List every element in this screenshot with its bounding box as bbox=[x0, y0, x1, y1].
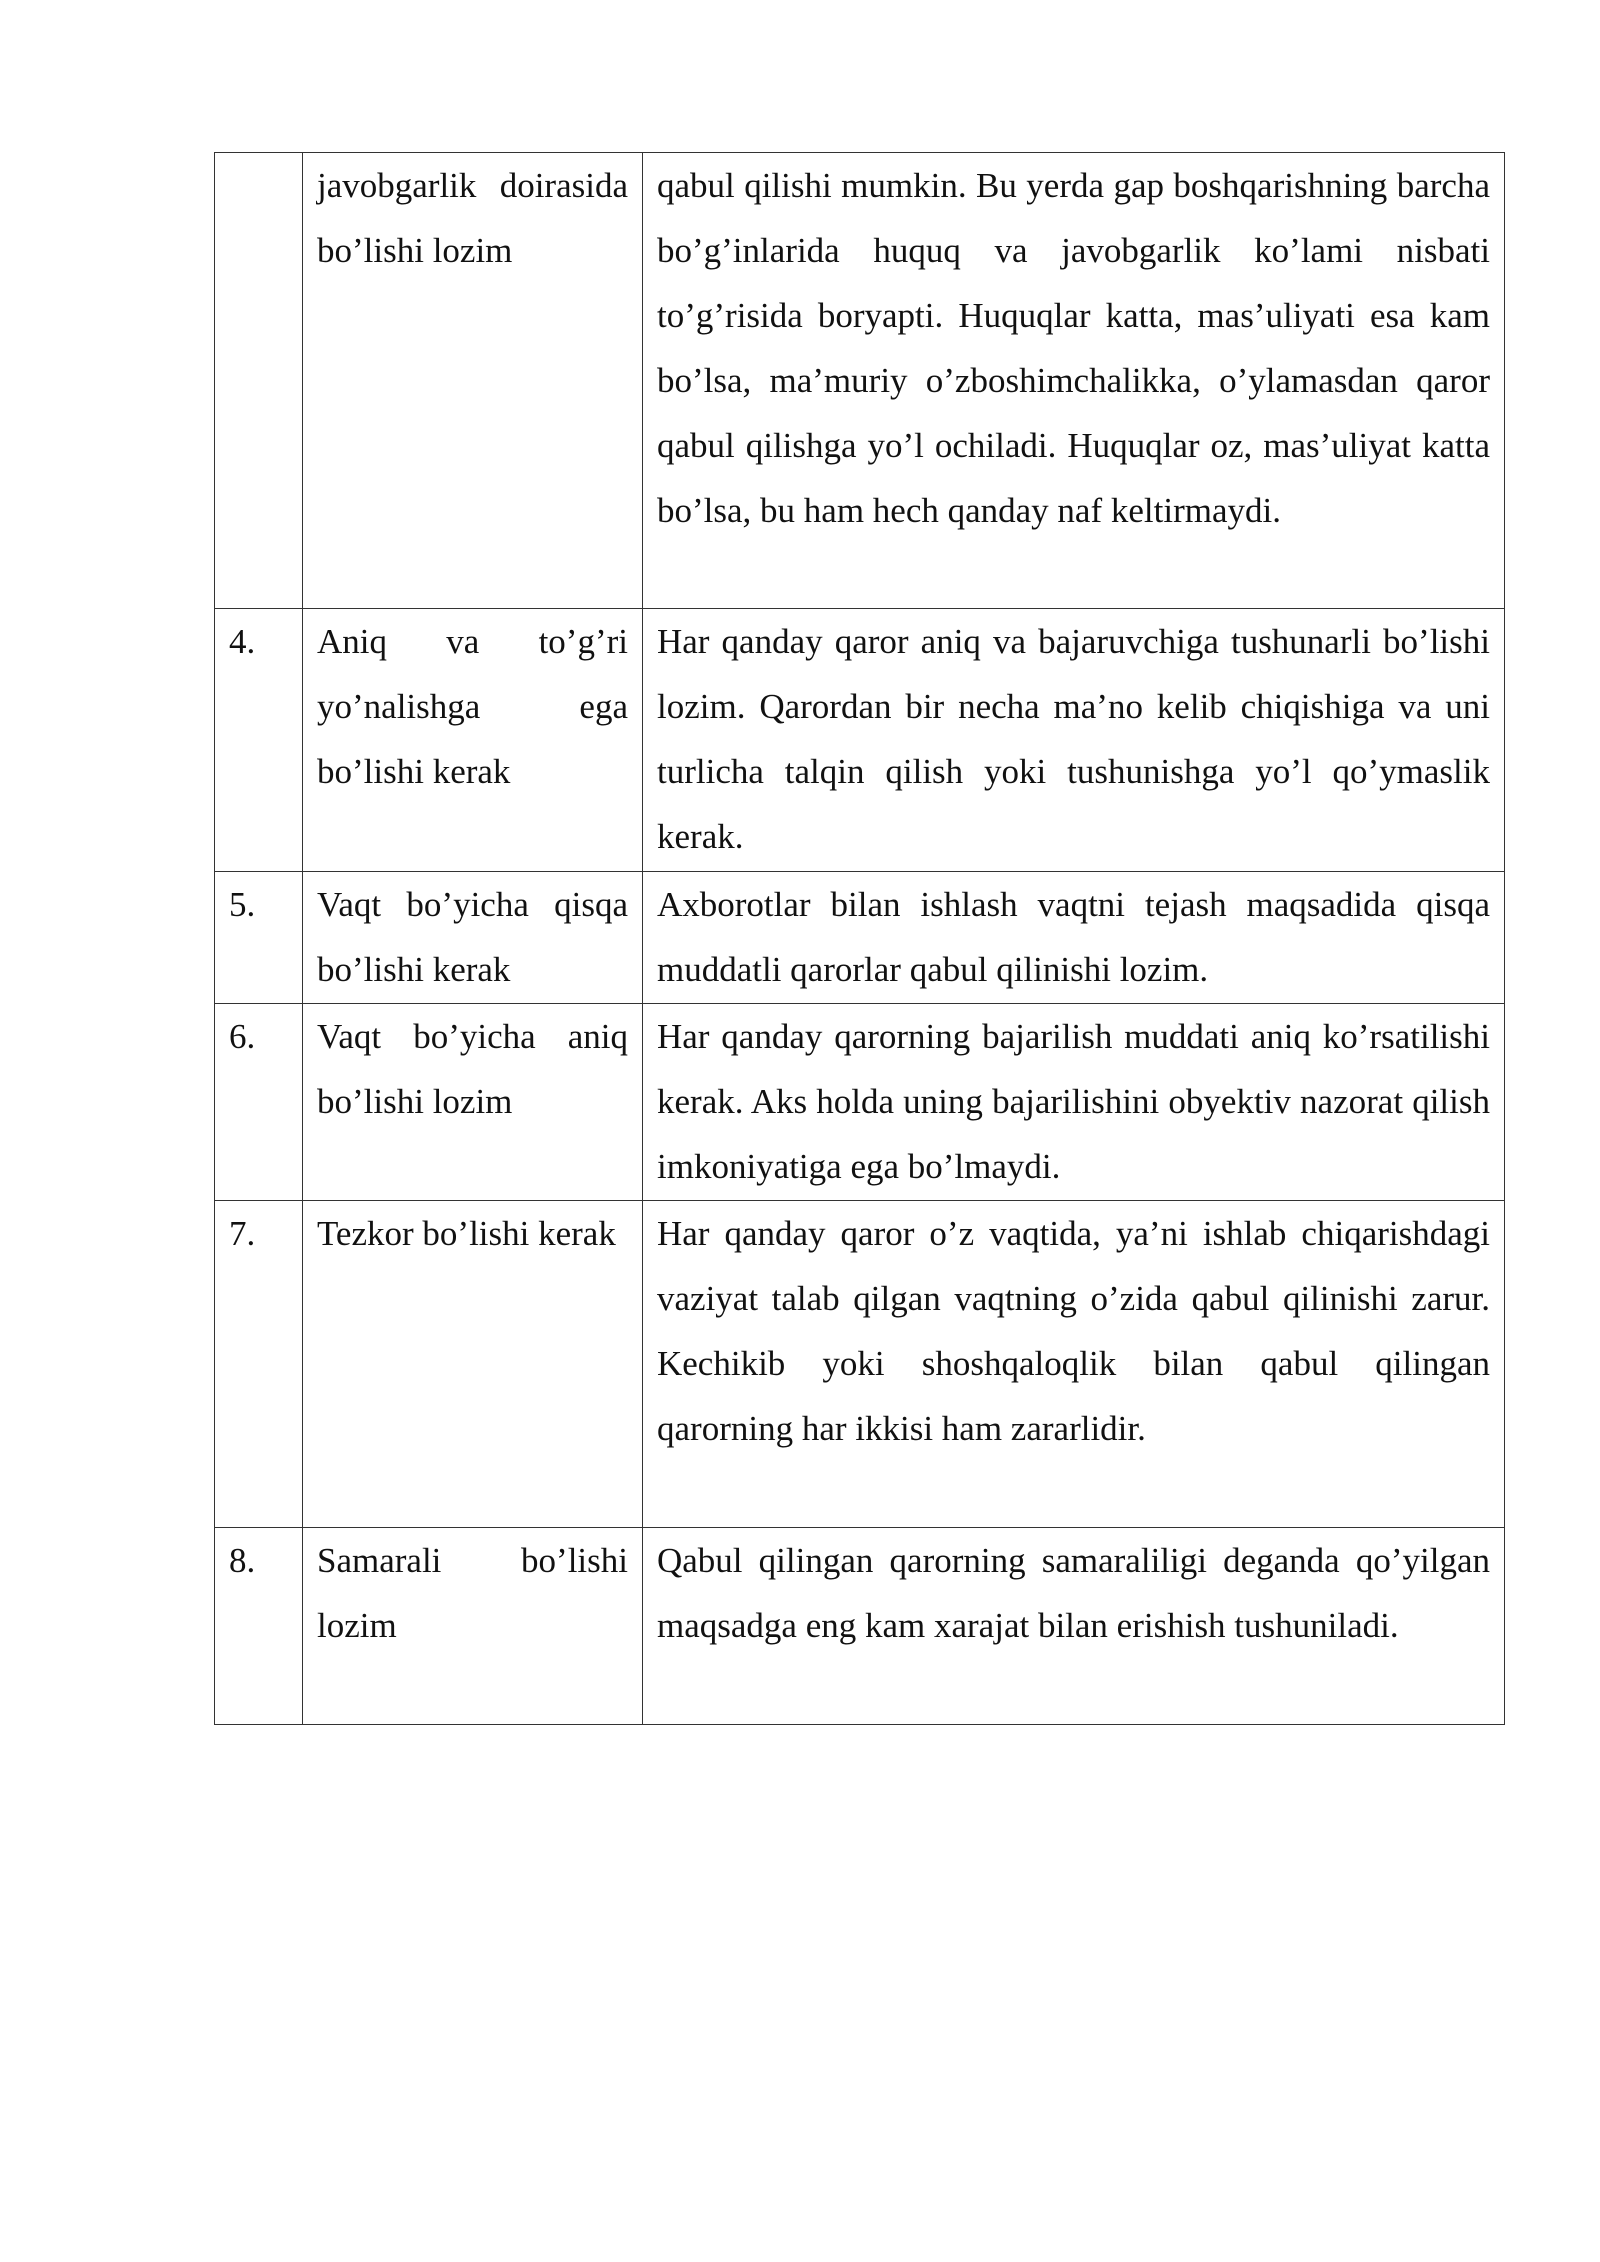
row-description: Har qanday qaror aniq va bajaruvchiga tushunarli bo’lishi lozim. Qarordan bir necha ma’no kelib chiqishiga va uni turlicha talqin qilish yoki tushunishga yo’l qo’ymaslik kerak. bbox=[643, 609, 1505, 872]
row-title: Samarali bo’lishi lozim bbox=[303, 1528, 643, 1725]
row-number: 5. bbox=[215, 872, 303, 1004]
row-description: Qabul qilingan qarorning samaraliligi deganda qo’yilgan maqsadga eng kam xarajat bilan erishish tushuniladi. bbox=[643, 1528, 1505, 1725]
row-title: Vaqt bo’yicha aniq bo’lishi lozim bbox=[303, 1004, 643, 1201]
row-title: Tezkor bo’lishi kerak bbox=[303, 1201, 643, 1528]
row-description: qabul qilishi mumkin. Bu yerda gap boshqarishning barcha bo’g’inlarida huquq va javobgarlik ko’lami nisbati to’g’risida boryapti. Huquqlar katta, mas’uliyati esa kam bo’lsa, ma’muriy o’zboshimchalikka, o’ylamasdan qaror qabul qilishga yo’l ochiladi. Huquqlar oz, mas’uliyat katta bo’lsa, bu ham hech qanday naf keltirmaydi. bbox=[643, 153, 1505, 609]
table-row bbox=[215, 609, 1505, 872]
row-number: 8. bbox=[215, 1528, 303, 1725]
table-row bbox=[215, 1528, 1505, 1725]
table-row bbox=[215, 153, 1505, 609]
row-title: javobgarlik doirasida bo’lishi lozim bbox=[303, 153, 643, 609]
table-row bbox=[215, 872, 1505, 1004]
row-number bbox=[215, 153, 303, 609]
row-title: Vaqt bo’yicha qisqa bo’lishi kerak bbox=[303, 872, 643, 1004]
row-title: Aniq va to’g’ri yo’nalishga ega bo’lishi kerak bbox=[303, 609, 643, 872]
table-row bbox=[215, 1201, 1505, 1528]
requirements-table bbox=[214, 152, 1505, 1725]
row-description: Har qanday qarorning bajarilish muddati aniq ko’rsatilishi kerak. Aks holda uning bajarilishini obyektiv nazorat qilish imkoniyatiga ega bo’lmaydi. bbox=[643, 1004, 1505, 1201]
row-number: 6. bbox=[215, 1004, 303, 1201]
row-description: Axborotlar bilan ishlash vaqtni tejash maqsadida qisqa muddatli qarorlar qabul qilinishi lozim. bbox=[643, 872, 1505, 1004]
row-description: Har qanday qaror o’z vaqtida, ya’ni ishlab chiqarishdagi vaziyat talab qilgan vaqtning o’zida qabul qilinishi zarur. Kechikib yoki shoshqaloqlik bilan qabul qilingan qarorning har ikkisi ham zararlidir. bbox=[643, 1201, 1505, 1528]
table-row bbox=[215, 1004, 1505, 1201]
row-number: 7. bbox=[215, 1201, 303, 1528]
row-number: 4. bbox=[215, 609, 303, 872]
